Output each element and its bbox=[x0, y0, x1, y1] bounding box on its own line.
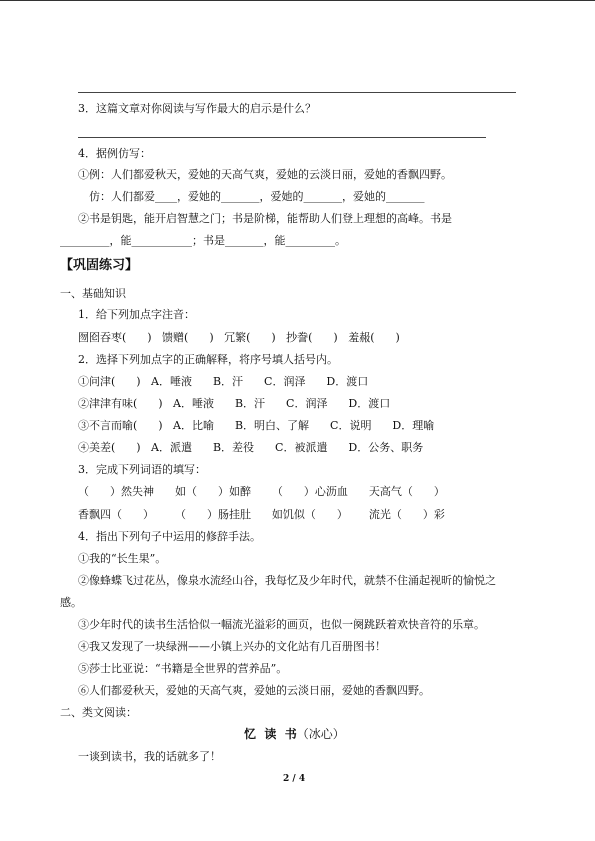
question-4: 4．据例仿写： bbox=[78, 147, 151, 160]
basic-question-2: 2．选择下列加点字的正确解释，将序号填人括号内。 bbox=[78, 353, 338, 366]
fill-in-row-2: 香飘四（ ） （ ）肠挂肚 如饥似（ ） 流光（ ）彩 bbox=[78, 508, 445, 521]
sentence-2: ②像蜂蝶飞过花丛，像泉水流经山谷，我每忆及少年时代，就禁不住涌起视昕的愉悦之 bbox=[78, 574, 496, 587]
basic-question-1: 1．给下列加点字注音： bbox=[78, 308, 195, 321]
phonetic-items: 囫囵吞枣( ) 馈赠( ) 冗繁( ) 抄誊( ) 羞赧( ) bbox=[78, 331, 400, 344]
answer-line bbox=[78, 137, 486, 138]
option-row-2: ②津津有味( ) A．唾液 B．汗 C．润泽 D．渡口 bbox=[78, 397, 391, 410]
part-2-heading: 二、类文阅读： bbox=[60, 706, 137, 719]
basic-question-4: 4．指出下列句子中运用的修辞手法。 bbox=[78, 530, 261, 543]
option-row-4: ④美差( ) A．派遣 B．差役 C．被派遣 D．公务、职务 bbox=[78, 441, 424, 454]
option-row-1: ①问津( ) A．唾液 B．汗 C．润泽 D．渡口 bbox=[78, 375, 369, 388]
sentence-6: ⑥人们都爱秋天，爱她的天高气爽，爱她的云淡日丽，爱她的香飘四野。 bbox=[78, 684, 430, 697]
question-4-example-1: ①例：人们都爱秋天，爱她的天高气爽，爱她的云淡日丽，爱她的香飘四野。 bbox=[78, 168, 452, 181]
sentence-1: ①我的“长生果”。 bbox=[78, 552, 167, 565]
page-number: 2 / 4 bbox=[283, 774, 306, 784]
basic-question-3: 3．完成下列词语的填写： bbox=[78, 463, 206, 476]
article-title-line bbox=[244, 726, 345, 742]
header-rule bbox=[0, 0, 595, 1]
part-1-heading: 一、基础知识 bbox=[60, 287, 126, 300]
section-heading: 【巩固练习】 bbox=[60, 258, 139, 273]
question-4-imitate: 仿：人们都爱____，爱她的_______，爱她的_______，爱她的_______ bbox=[89, 190, 425, 203]
article-title: 忆 读 书 bbox=[244, 727, 297, 741]
article-first-line: 一谈到读书，我的话就多了！ bbox=[78, 750, 221, 763]
article-author: （冰心） bbox=[296, 727, 345, 741]
question-4-example-2-continued: _________，能___________；书是_______，能_________。 bbox=[60, 234, 346, 247]
sentence-3: ③少年时代的读书生活恰似一幅流光溢彩的画页，也似一阕跳跃着欢快音符的乐章。 bbox=[78, 618, 485, 631]
question-3: 3．这篇文章对你阅读与写作最大的启示是什么？ bbox=[78, 102, 316, 115]
answer-line bbox=[78, 92, 516, 93]
sentence-5: ⑤莎士比亚说：“书籍是全世界的营养品”。 bbox=[78, 662, 288, 675]
question-4-example-2: ②书是钥匙，能开启智慧之门；书是阶梯，能帮助人们登上理想的高峰。书是 bbox=[78, 212, 452, 225]
option-row-3: ③不言而喻( ) A．比喻 B．明白、了解 C．说明 D．理喻 bbox=[78, 419, 435, 432]
fill-in-row-1: （ ）然失神 如（ ）如醉 （ ）心沥血 天高气（ ） bbox=[78, 485, 445, 498]
sentence-2-continued: 感。 bbox=[60, 596, 82, 609]
sentence-4: ④我又发现了一块绿洲——小镇上兴办的文化站有几百册图书！ bbox=[78, 640, 386, 653]
